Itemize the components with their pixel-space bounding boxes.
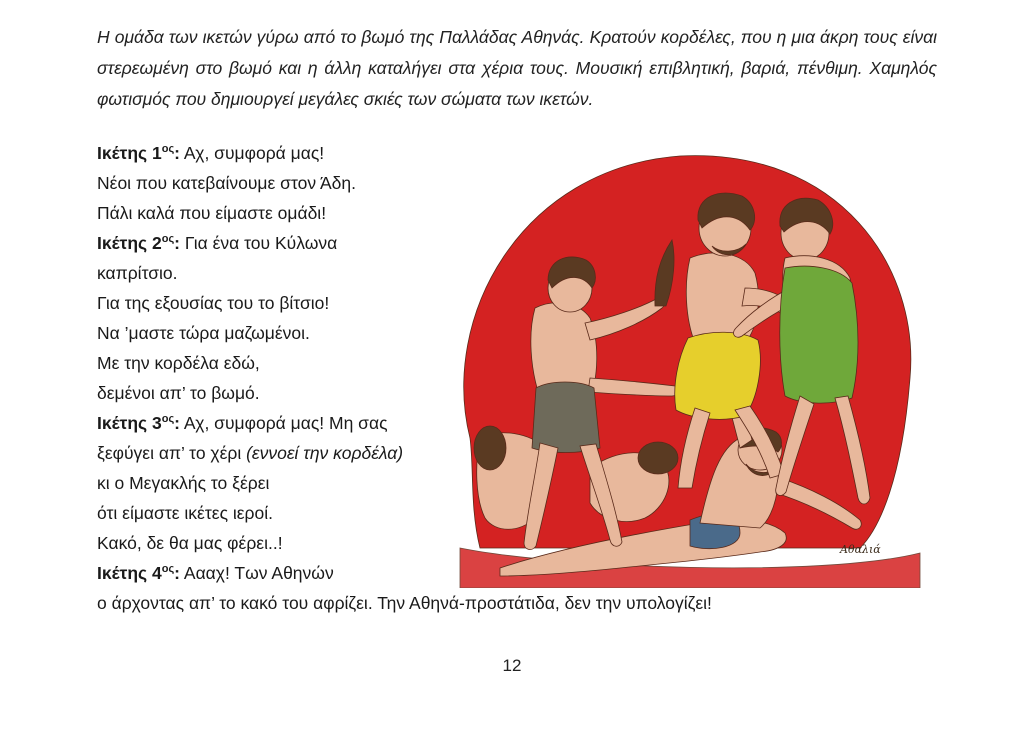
stage-direction: Η ομάδα των ικετών γύρω από το βωμό της Παλλάδας Αθηνάς. Κρατούν κορδέλες, που η μια άκρη τους είναι στερεωμένη στο βωμό και η άλλη καταλήγει στα χέρια τους. Μουσική επιβλητική, βαριά, πένθιμη. Χαμηλός φωτισμός που δημιουργεί μεγάλες σκιές των σώματα των ικετών. <box>97 27 937 109</box>
line-text: Για της εξουσίας του το βίτσιο! <box>97 293 330 313</box>
speaker-label: Ικέτης $1^{o\varsigma}$: <box>97 143 180 163</box>
line-text: Πάλι καλά που είμαστε ομάδι! <box>97 203 327 223</box>
line-text: Να ’μαστε τώρα μαζωμένοι. <box>97 323 310 343</box>
line-text: Για ένα του Κύλωνα <box>180 233 338 253</box>
line-text: Αχ, συμφορά μας! Μη σας <box>180 413 388 433</box>
line-text: ότι είμαστε ικέτες ιεροί. <box>97 503 273 523</box>
speaker-label: Ικέτης $3^{o\varsigma}$: <box>97 413 180 433</box>
speaker-label: Ικέτης $2^{o\varsigma}$: <box>97 233 180 253</box>
line-text: ο άρχοντας απ’ το κακό του αφρίζει. Την Αθηνά-προστάτιδα, δεν την υπολογίζει! <box>97 593 712 613</box>
illustration-suppliants <box>440 148 930 588</box>
line-text: δεμένοι απ’ το βωμό. <box>97 383 260 403</box>
speaker-label: Ικέτης $4^{o\varsigma}$: <box>97 563 180 583</box>
artist-signature: Αθαλιά <box>840 543 881 556</box>
dialogue-line <box>97 588 857 618</box>
line-text: ξεφύγει απ’ το χέρι <box>97 443 247 463</box>
illustration-svg <box>440 148 930 588</box>
line-text: καπρίτσιο. <box>97 263 178 283</box>
stage-aside: (εννοεί την κορδέλα) <box>246 443 404 463</box>
line-text: Νέοι που κατεβαίνουμε στον Άδη. <box>97 173 357 193</box>
page-number: 12 <box>502 656 522 675</box>
line-text: Κακό, δε θα μας φέρει..! <box>97 533 283 553</box>
line-text: Με την κορδέλα εδώ, <box>97 353 260 373</box>
line-text: κι ο Μεγακλής το ξέρει <box>97 473 270 493</box>
line-text: Αααχ! Των Αθηνών <box>180 563 334 583</box>
line-text: Αχ, συμφορά μας! <box>180 143 325 163</box>
